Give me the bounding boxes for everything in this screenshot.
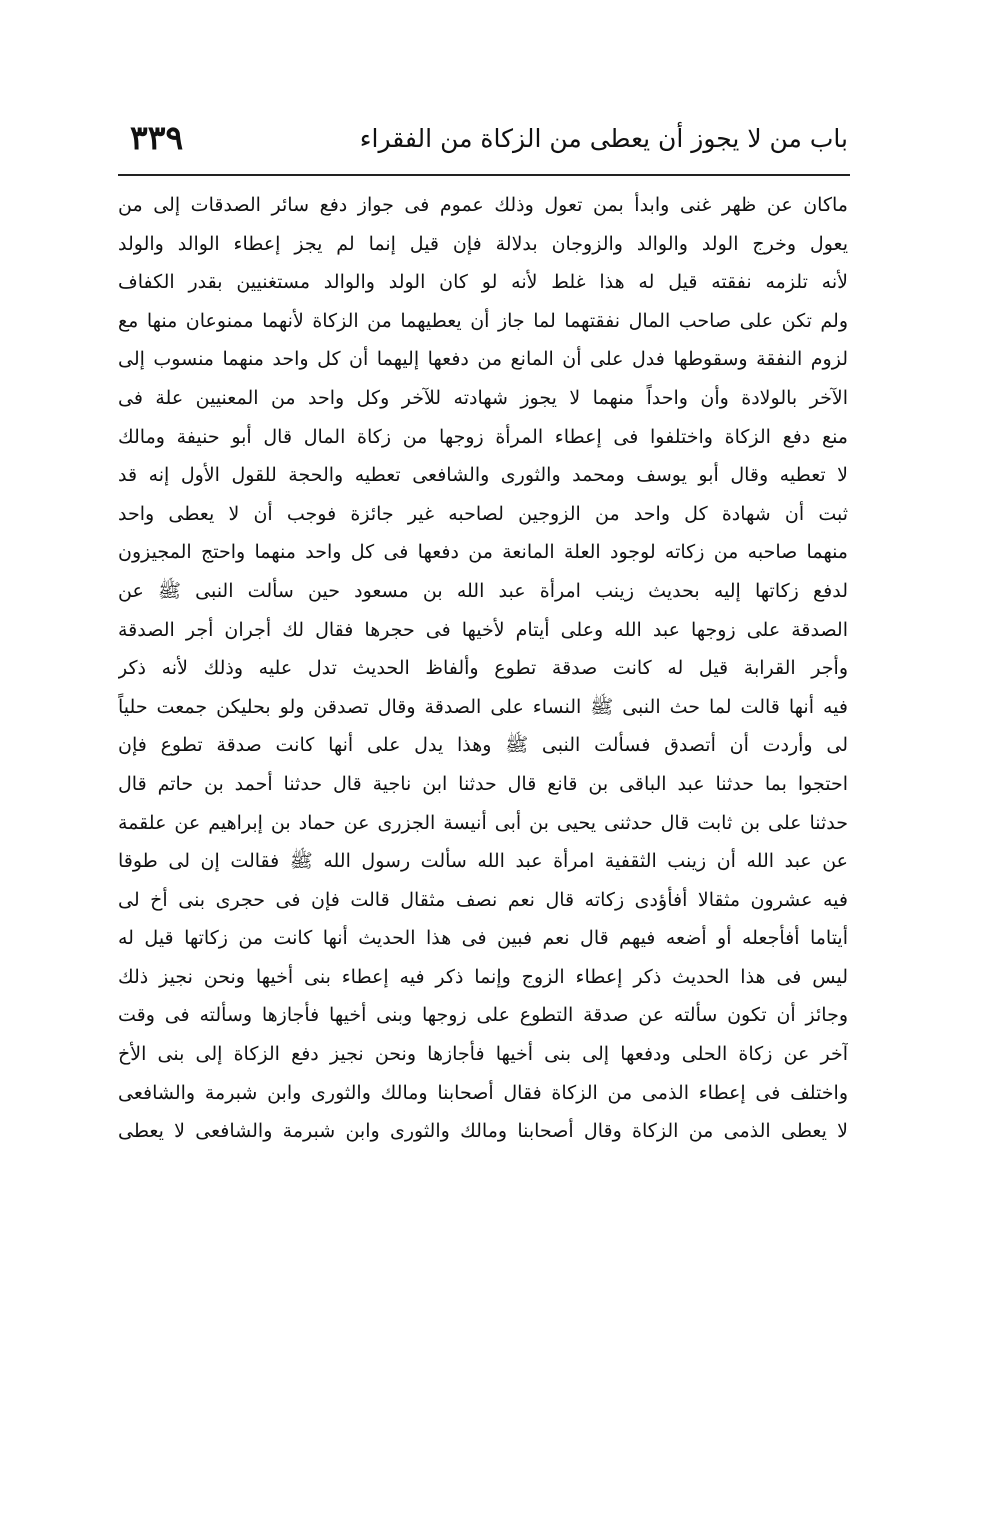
body-text [118,186,848,1151]
text-line: لدفع زكاتها إليه بحديث زينب امرأة عبد الله بن مسعود حين سألت النبى ﷺ عن [118,579,848,602]
text-line: وأجر القرابة قيل له كانت صدقة تطوع وألفاظ الحديث تدل عليه وذلك لأنه ذكر [118,657,848,680]
text-line: فيه أنها قالت لما حث النبى ﷺ النساء على الصدقة وقال تصدقن ولو بحليكن جمعت حلياً [118,695,848,718]
text-line: حدثنا على بن ثابت قال حدثنى يحيى بن أبى أنيسة الجزرى عن حماد بن إبراهيم عن علقمة [118,811,848,834]
text-line: منهما صاحبه من زكاته لوجود العلة المانعة من دفعها فى كل واحد منهما واحتج المجيزون [118,541,848,564]
text-line: واختلف فى إعطاء الذمى من الزكاة فقال أصحابنا ومالك والثورى وابن شبرمة والشافعى [118,1081,848,1104]
text-line: وجائز أن تكون سألته عن صدقة التطوع على زوجها وبنى أخيها فأجازها وسألته فى وقت [118,1004,848,1027]
text-line: لا يعطى الذمى من الزكاة وقال أصحابنا ومالك والثورى وابن شبرمة والشافعى لا يعطى [118,1120,848,1143]
text-line: ماكان عن ظهر غنى وابدأ بمن تعول وذلك عموم فى جواز دفع سائر الصدقات إلى من [118,194,848,216]
text-line: فيه عشرون مثقالا أفأؤدى زكاته قال نعم نصف مثقال قالت فإن فى حجرى بنى أخ لى [118,888,848,911]
text-line: آخر عن زكاة الحلى ودفعها إلى بنى أخيها فأجازها ونحن نجيز دفع الزكاة إلى بنى الأخ [118,1043,848,1066]
running-head: باب من لا يجوز أن يعطى من الزكاة من الفقراء [359,124,848,153]
text-line: ثبت أن شهادة كل واحد من الزوجين لصاحبه غير جائزة فوجب أن لا يعطى واحد [118,502,848,525]
text-line: ليس فى هذا الحديث ذكر إعطاء الزوج وإنما ذكر فيه إعطاء بنى أخيها ونحن نجيز ذلك [118,965,848,988]
text-line: يعول وخرج الولد والوالد والزوجان بدلالة فإن قيل إنما لم يجز إعطاء الوالد والولد [118,232,848,255]
page-number: ٣٣٩ [130,118,184,157]
text-line: الآخر بالولادة وأن واحداً منهما لا يجوز شهادته للآخر وكل واحد من المعنيين علة فى [118,386,848,409]
text-line: لا تعطيه وقال أبو يوسف ومحمد والثورى والشافعى تعطيه والحجة للقول الأول إنه قد [118,464,848,487]
text-line: لزوم النفقة وسقوطها فدل على أن المانع من دفعها إليهما أن كل واحد منهما منسوب إلى [118,348,848,371]
header-rule [118,174,850,176]
text-line: عن عبد الله أن زينب الثقفية امرأة عبد الله سألت رسول الله ﷺ فقالت إن لى طوقا [118,850,848,873]
text-line: لأنه تلزمه نفقته قيل له هذا غلط لأنه لو كان الولد والوالد مستغنيين بقدر الكفاف [118,271,848,294]
text-line: منع دفع الزكاة واختلفوا فى إعطاء المرأة زوجها من زكاة المال قال أبو حنيفة ومالك [118,425,848,448]
text-line: احتجوا بما حدثنا عبد الباقى بن قانع قال حدثنا ابن ناجية قال حدثنا أحمد بن حاتم قال [118,772,848,795]
text-line: أيتاما أفأجعله أو أضعه فيهم قال نعم فبين فى هذا الحديث أنها كانت من زكاتها قيل له [118,927,848,950]
text-line: ولم تكن على صاحب المال نفقتهما لما جاز أن يعطيهما من الزكاة لأنهما ممنوعان منها مع [118,309,848,332]
page-header [118,118,848,166]
text-line: الصدقة على زوجها عبد الله وعلى أيتام لأخيها فى حجرها فقال لك أجران أجر الصدقة [118,618,848,641]
text-line: لى وأردت أن أتصدق فسألت النبى ﷺ وهذا يدل على أنها كانت صدقة تطوع فإن [118,734,848,757]
